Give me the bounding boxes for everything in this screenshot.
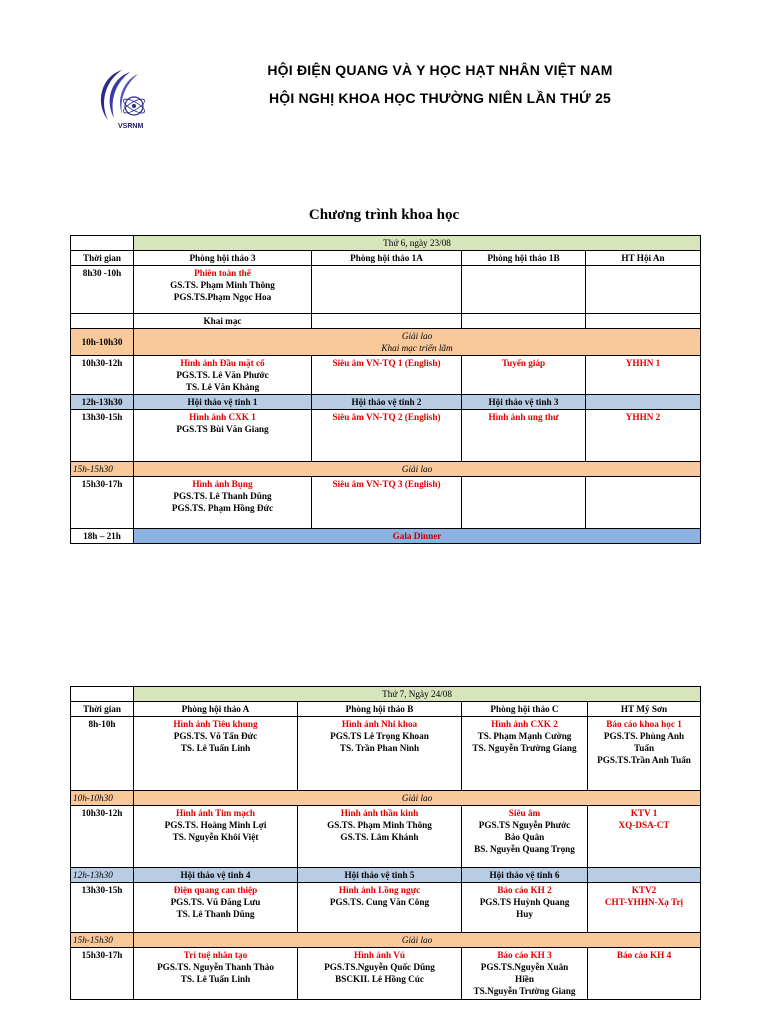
table-row [71,251,701,266]
session-cell [462,883,588,933]
time-cell: 13h30-15h [71,883,134,933]
room-header: Phòng hội thảo 1B [462,251,586,266]
session-title: Báo cáo KH 2 [497,885,552,895]
chair-name: PGS.TS. Hoàng Minh Lợi [164,820,267,830]
time-cell: 18h – 21h [71,529,134,544]
session-title: KTV 1 [630,808,658,818]
chair-name: TS. Lê Tuấn Linh [180,974,251,984]
gala-cell: Gala Dinner [134,529,701,544]
session-title: Hình ảnh Nhi khoa [341,719,418,729]
session-cell [134,410,312,462]
table-row [71,410,701,462]
session-title: Hình ảnh CXK 2 [491,719,558,729]
session-cell: Siêu âm VN-TQ 2 (English) [312,410,462,462]
session-cell [588,948,701,1000]
empty-cell [586,314,701,329]
satellite-cell: Hội thảo vệ tinh 1 [134,395,312,410]
time-cell: 15h30-17h [71,477,134,529]
room-header: Phòng hội thảo B [298,702,462,717]
room-header: Phòng hội thảo A [134,702,298,717]
empty-cell [462,266,586,314]
chair-name: Hiền [515,974,534,984]
chair-name: PGS.TS. Lê Thanh Dũng [173,491,272,501]
table-row [71,702,701,717]
break-label: Giải lao [401,331,433,341]
session-cell: YHHN 1 [586,356,701,395]
chair-name: TS. Lê Tuấn Linh [180,743,251,753]
empty-cell [586,266,701,314]
table-row [71,791,701,806]
session-title: Hình ảnh CXK 1 [189,412,256,422]
program-title: Chương trình khoa học [308,207,460,223]
chair-name: Tuấn [633,743,655,753]
chair-name: PGS.TS.Nguyễn Xuân [480,962,569,972]
session-cell: YHHN 2 [586,410,701,462]
session-cell [298,948,462,1000]
chair-name: PGS.TS Huỳnh Quang [479,897,570,907]
table-row [71,236,701,251]
session-title: Hình ảnh Vú [354,950,405,960]
chair-name: PGS.TS.Nguyễn Quốc Dũng [324,962,435,972]
empty-cell [462,314,586,329]
schedule-day1-table [70,235,701,544]
chair-name: PGS.TS Bùi Văn Giang [176,424,269,434]
chair-name: TS. Phạm Mạnh Cường [477,731,572,741]
time-cell: 8h30 -10h [71,266,134,314]
session-title: Phiên toàn thể [194,268,251,278]
session-title: Hình ảnh Đầu mặt cổ [180,358,265,368]
satellite-cell: Hội thảo vệ tinh 2 [312,395,462,410]
room-header: HT Hội An [586,251,701,266]
chair-name: GS.TS. Phạm Minh Thông [327,820,432,830]
time-cell: 12h-13h30 [71,868,134,883]
opening-cell: Khai mạc [134,314,312,329]
schedule-day2-table [70,686,701,1000]
chair-name: TS.Nguyễn Trường Giang [473,986,576,996]
satellite-cell: Hội thảo vệ tinh 3 [462,395,586,410]
time-cell: 13h30-15h [71,410,134,462]
organization-name: HỘI ĐIỆN QUANG VÀ Y HỌC HẠT NHÂN VIỆT NAM [267,62,613,78]
room-header: HT Mỹ Sơn [588,702,701,717]
empty-cell [71,687,134,702]
session-title: Hình ảnh thần kinh [340,808,419,818]
room-header: Phòng hội thảo 1A [312,251,462,266]
table-row [71,477,701,529]
table-row [71,462,701,477]
empty-cell [312,314,462,329]
conference-name: HỘI NGHỊ KHOA HỌC THƯỜNG NIÊN LẦN THỨ 25 [268,90,612,106]
time-cell: 10h-10h30 [71,791,134,806]
session-cell [298,717,462,791]
chair-name: PGS.TS. Vũ Đăng Lưu [170,897,261,907]
empty-cell [462,477,586,529]
empty-cell [586,477,701,529]
day-header: Thứ 7, Ngày 24/08 [134,687,701,702]
chair-name: GS.TS. Phạm Minh Thông [170,280,275,290]
chair-name: BSCKII. Lê Hồng Cúc [335,974,424,984]
session-title: Báo cáo KH 4 [616,950,672,960]
chair-name: PGS.TS.Trần Anh Tuấn [597,755,691,765]
session-title: Hình ảnh Bụng [192,479,253,489]
chair-name: BS. Nguyễn Quang Trọng [474,844,575,854]
chair-name: GS.TS. Lâm Khánh [340,832,419,842]
time-cell: 10h-10h30 [71,329,134,356]
table-row [71,717,701,791]
chair-name: TS. Lê Thanh Dũng [176,909,255,919]
time-cell: 12h-13h30 [71,395,134,410]
table-row [71,529,701,544]
session-cell [462,948,588,1000]
break-cell: Giải lao [134,462,701,477]
chair-name: PGS.TS. Phạm Hồng Đức [171,503,274,513]
session-subtitle: CHT-YHHN-Xạ Trị [604,897,684,907]
table-row [71,933,701,948]
session-title: Hình ảnh Tim mạch [175,808,256,818]
chair-name: PGS.TS. Cung Văn Công [329,897,430,907]
chair-name: PGS.TS Lê Trọng Khoan [330,731,429,741]
room-header: Phòng hội thảo C [462,702,588,717]
session-cell [134,806,298,868]
session-cell [134,477,312,529]
empty-cell [588,868,701,883]
session-title: Trí tuệ nhân tạo [183,950,248,960]
exhibition-label: Khai mạc triển lãm [381,343,453,353]
session-cell [298,883,462,933]
table-row [71,356,701,395]
session-title: Điện quang can thiệp [173,885,258,895]
chair-name: PGS.TS Nguyễn Phước [478,820,571,830]
table-row [71,329,701,356]
session-title: KTV2 [631,885,657,895]
table-row [71,883,701,933]
time-cell: 10h30-12h [71,806,134,868]
chair-name: PGS.TS.Phạm Ngọc Hoa [173,292,272,302]
session-cell: Hình ảnh ung thư [462,410,586,462]
chair-name: TS. Nguyễn Khôi Việt [172,832,259,842]
table-row [71,395,701,410]
empty-cell [586,395,701,410]
table-row [71,266,701,314]
session-cell: Siêu âm VN-TQ 3 (English) [312,477,462,529]
session-cell [588,717,701,791]
chair-name: TS. Lê Văn Khảng [185,382,260,392]
session-cell [134,883,298,933]
break-cell [134,329,701,356]
empty-cell [71,314,134,329]
time-cell: 15h-15h30 [71,933,134,948]
session-cell [134,356,312,395]
table-row [71,314,701,329]
session-cell [134,717,298,791]
vsrnm-logo [92,62,162,132]
chair-name: PGS.TS. Nguyễn Thanh Thảo [157,962,274,972]
session-title: Báo cáo khoa học 1 [606,719,682,729]
session-cell [588,806,701,868]
session-subtitle: XQ-DSA-CT [618,820,670,830]
time-cell: 15h-15h30 [71,462,134,477]
session-cell: Tuyến giáp [462,356,586,395]
session-title: Siêu âm [508,808,541,818]
chair-name: TS. Nguyễn Trường Giang [472,743,577,753]
chair-name: PGS.TS. Phùng Anh [603,731,685,741]
session-cell [462,717,588,791]
break-cell: Giải lao [134,933,701,948]
session-cell [462,806,588,868]
time-column-header: Thời gian [71,702,134,717]
chair-name: PGS.TS. Lê Văn Phước [176,370,269,380]
time-column-header: Thời gian [71,251,134,266]
empty-cell [71,236,134,251]
table-row [71,948,701,1000]
room-header: Phòng hội thảo 3 [134,251,312,266]
time-cell: 10h30-12h [71,356,134,395]
satellite-cell: Hội thảo vệ tinh 6 [462,868,588,883]
table-row [71,806,701,868]
table-row [71,868,701,883]
day-header: Thứ 6, ngày 23/08 [134,236,701,251]
session-cell [134,948,298,1000]
chair-name: TS. Trần Phan Ninh [339,743,420,753]
satellite-cell: Hội thảo vệ tinh 5 [298,868,462,883]
session-title: Báo cáo KH 3 [497,950,552,960]
chair-name: Huy [516,909,533,919]
session-title: Hình ảnh Lồng ngực [338,885,421,895]
session-cell [134,266,312,314]
session-cell: Siêu âm VN-TQ 1 (English) [312,356,462,395]
satellite-cell: Hội thảo vệ tinh 4 [134,868,298,883]
svg-text:VSRNM: VSRNM [118,123,144,130]
chair-name: PGS.TS. Võ Tấn Đức [173,731,258,741]
time-cell: 15h30-17h [71,948,134,1000]
session-cell [298,806,462,868]
chair-name: Bảo Quân [504,832,545,842]
session-title: Hình ảnh Tiêu khung [173,719,258,729]
break-cell: Giải lao [134,791,701,806]
empty-cell [312,266,462,314]
session-cell [588,883,701,933]
table-row [71,687,701,702]
time-cell: 8h-10h [71,717,134,791]
